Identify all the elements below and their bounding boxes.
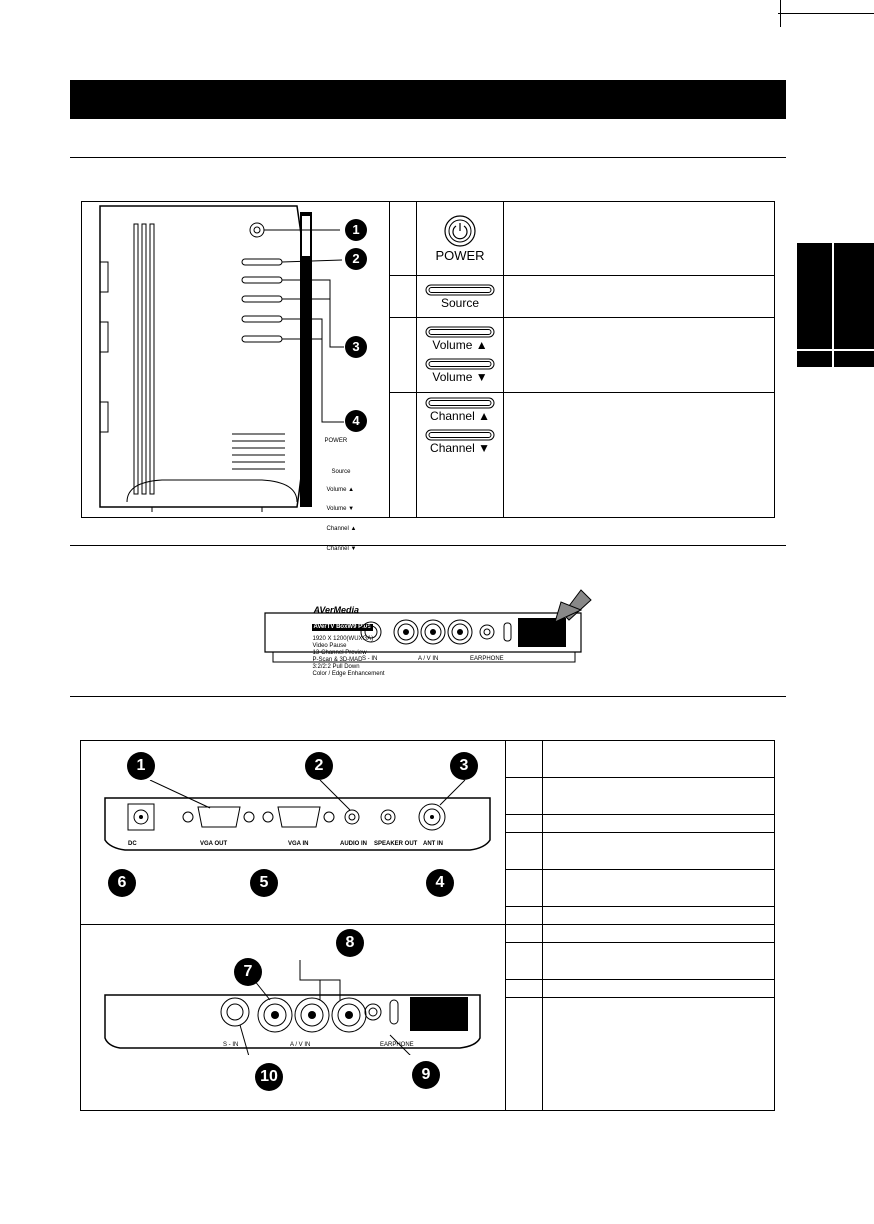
device-feature-item: 3:2/2:2 Pull Down: [312, 663, 360, 670]
description-cell: [543, 925, 775, 943]
row-number-cell: [506, 778, 543, 815]
row-number-cell: [506, 870, 543, 907]
callout-1: 1: [345, 219, 367, 241]
description-cell: [543, 907, 775, 925]
rear-speaker-out-label: SPEAKER OUT: [374, 841, 418, 847]
row-number-cell: [390, 276, 417, 318]
source-label: Source: [440, 295, 480, 310]
channel-buttons-cell: [417, 392, 504, 517]
rear-av-in-label: A / V IN: [290, 1042, 311, 1048]
channel-up-button-icon: [425, 397, 495, 409]
rear-s-in-label: S - IN: [223, 1042, 239, 1048]
rear-vga-in-label: VGA IN: [288, 841, 309, 847]
rear-callout-10: 10: [255, 1063, 283, 1091]
side-index-tab: [797, 243, 874, 367]
description-cell: [543, 943, 775, 980]
rear-callout-4: 4: [426, 869, 454, 897]
device-feature-item: 1920 X 1200(WUXGA): [312, 635, 374, 642]
crop-mark-horizontal: [778, 13, 874, 14]
rear-dc-label: DC: [128, 841, 137, 847]
description-cell: [543, 870, 775, 907]
device-channel-down-label: Channel ▼: [326, 545, 357, 552]
rear-callout-6: 6: [108, 869, 136, 897]
row-number-cell: [390, 318, 417, 392]
description-cell: [543, 778, 775, 815]
power-button-cell: [417, 202, 504, 276]
row-number-cell: [390, 202, 417, 276]
device-power-label: POWER: [324, 437, 348, 444]
device-feature-item: P-Scan & 3D-MAD: [312, 656, 363, 663]
source-button-cell: [417, 276, 504, 318]
row-number-cell: [390, 392, 417, 517]
channel-down-label: Channel ▼: [430, 440, 490, 455]
device-feature-item: Color / Edge Enhancement: [312, 670, 385, 677]
side-tab-divider: [797, 349, 874, 351]
section-title-bar: [70, 80, 786, 119]
side-av-in-label: A / V IN: [418, 656, 439, 662]
device-model-label: AVerTV BoxW9 Plus: [313, 623, 371, 630]
channel-down-button-icon: [425, 429, 495, 441]
row-number-cell: [506, 943, 543, 980]
device-feature-item: Video Pause: [312, 642, 347, 649]
power-label: POWER: [435, 248, 485, 264]
rear-callout-1: 1: [127, 752, 155, 780]
section-rule: [70, 157, 786, 158]
rear-earphone-label: EARPHONE: [380, 1042, 414, 1048]
power-button-icon: [443, 214, 477, 248]
device-source-label: Source: [331, 468, 351, 475]
section-rule: [70, 545, 786, 546]
channel-up-label: Channel ▲: [430, 408, 490, 423]
description-cell: [504, 276, 775, 318]
side-panel-illustration: [263, 588, 593, 666]
volume-down-button-icon: [425, 358, 495, 370]
rear-panel-illustration: [100, 780, 495, 860]
description-cell: [543, 815, 775, 833]
description-cell: [543, 998, 775, 1111]
row-number-cell: [506, 925, 543, 943]
description-cell: [504, 318, 775, 392]
callout-2: 2: [345, 248, 367, 270]
row-number-cell: [506, 907, 543, 925]
description-cell: [543, 980, 775, 998]
volume-up-label: Volume ▲: [432, 337, 488, 352]
description-cell: [543, 833, 775, 870]
side-s-in-label: S - IN: [362, 656, 378, 662]
side-earphone-label: EARPHONE: [470, 656, 504, 662]
callout-3: 3: [345, 336, 367, 358]
device-volume-up-label: Volume ▲: [326, 486, 355, 493]
device-volume-down-label: Volume ▼: [326, 505, 355, 512]
device-feature-item: 13-Channel Preview: [312, 649, 367, 656]
description-cell: [504, 202, 775, 276]
callout-4: 4: [345, 410, 367, 432]
row-number-cell: [506, 833, 543, 870]
volume-buttons-cell: [417, 318, 504, 392]
row-number-cell: [506, 998, 543, 1111]
rear-callout-2: 2: [305, 752, 333, 780]
volume-up-button-icon: [425, 326, 495, 338]
rear-ant-in-label: ANT IN: [423, 841, 443, 847]
rear-side-panel-illustration: [100, 960, 490, 1055]
rear-callout-9: 9: [412, 1061, 440, 1089]
description-cell: [504, 392, 775, 517]
rear-callout-3: 3: [450, 752, 478, 780]
front-panel-illustration: [82, 202, 389, 512]
rear-callout-5: 5: [250, 869, 278, 897]
rear-vga-out-label: VGA OUT: [200, 841, 228, 847]
row-number-cell: [506, 741, 543, 778]
device-channel-up-label: Channel ▲: [326, 525, 357, 532]
row-number-cell: [506, 980, 543, 998]
row-number-cell: [506, 815, 543, 833]
description-cell: [543, 741, 775, 778]
volume-down-label: Volume ▼: [432, 369, 488, 384]
device-brand-logo: AVerMedia: [313, 604, 360, 615]
source-button-icon: [425, 284, 495, 296]
rear-callout-8: 8: [336, 929, 364, 957]
rear-callout-7: 7: [234, 958, 262, 986]
section-rule: [70, 696, 786, 697]
rear-audio-in-label: AUDIO IN: [340, 841, 367, 847]
